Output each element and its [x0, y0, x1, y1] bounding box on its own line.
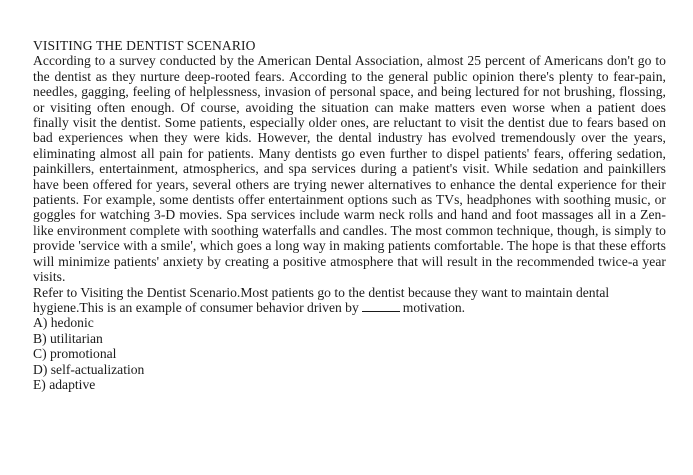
document-page: [33, 38, 666, 392]
option-c: C) promotional: [33, 346, 117, 362]
option-a: A) hedonic: [33, 315, 94, 331]
option-d: D) self-actualization: [33, 361, 145, 377]
answer-blank: [362, 300, 400, 312]
question-text: [33, 285, 666, 316]
answer-options: [33, 315, 666, 392]
scenario-passage: According to a survey conducted by the American Dental Association, almost 25 percent of Americans don't go to the dentist as they nurture deep-rooted fears. According to the general public opinion there's plenty to fear-pain, needles, gagging, feeling of helplessness, invasion of personal space, and being lectured for not brushing, flossing, or visiting often enough. Of course, avoiding the situation can make matters even worse when a patient does finally visit the dentist. Some patients, especially older ones, are reluctant to visit the dentist due to fears based on bad experiences when they were kids. However, the dental industry has evolved tremendously over the years, eliminating almost all pain for patients. Many dentists go even further to dispel patients' fears, offering sedation, painkillers, entertainment, atmospherics, and spa services during a patient's visit. While sedation and painkillers have been offered for years, several others are trying newer alternatives to enhance the dental experience for their patients. For example, some dentists offer entertainment options such as TVs, headphones with soothing music, or goggles for watching 3-D movies. Spa services include warm neck rolls and hand and foot massages all in a Zen-like environment complete with soothing waterfalls and candles. The most common technique, though, is simply to provide 'service with a smile', which goes a long way in making patients comfortable. The hope is that these efforts will minimize patients' anxiety by creating a positive atmosphere that will result in the recommended twice-a year visits.: [33, 53, 666, 285]
question-stem: Refer to Visiting the Dentist Scenario.Most patients go to the dentist because they want to maintain dental hygiene.This is an example of consumer behavior driven by: [33, 284, 610, 315]
option-e: E) adaptive: [33, 376, 96, 392]
question-ending: motivation.: [402, 299, 466, 315]
scenario-title: VISITING THE DENTIST SCENARIO: [33, 38, 256, 53]
option-b: B) utilitarian: [33, 330, 103, 346]
